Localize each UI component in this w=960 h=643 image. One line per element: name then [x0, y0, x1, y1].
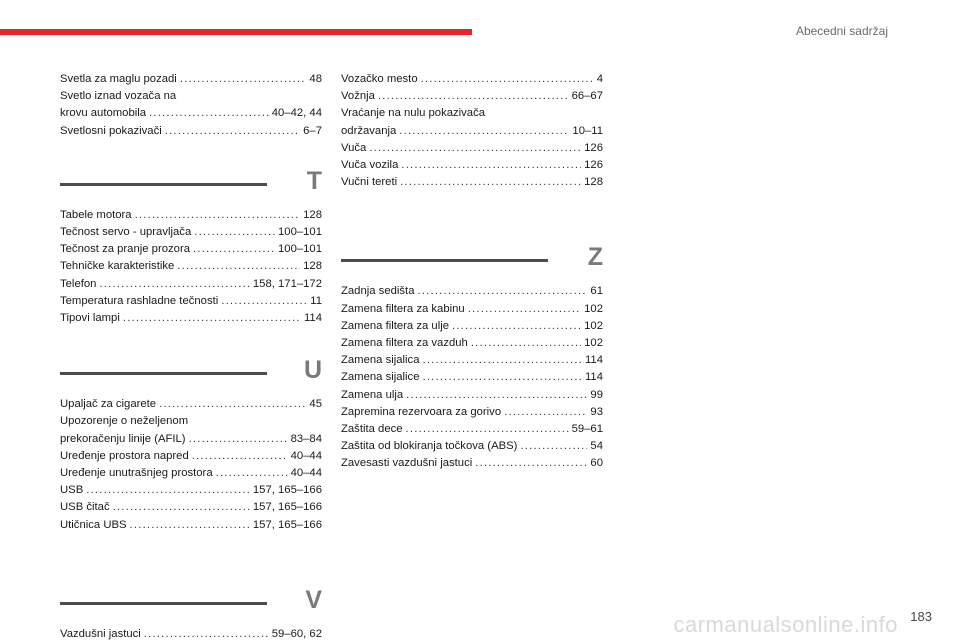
index-group-u: [60, 396, 322, 534]
leader-dots: [378, 88, 569, 105]
leader-dots: [406, 387, 587, 404]
index-entry[interactable]: [60, 396, 322, 413]
index-entry[interactable]: [341, 318, 603, 335]
index-entry[interactable]: [60, 448, 322, 465]
index-entry[interactable]: [60, 258, 322, 275]
entry-text: Tehničke karakteristike: [60, 260, 175, 273]
entry-text: Uređenje prostora napred: [60, 449, 189, 462]
index-entry[interactable]: [341, 140, 603, 157]
watermark: carmanualsonline.info: [673, 612, 898, 637]
entry-page: 60: [590, 457, 603, 470]
entry-text: Zaštita od blokiranja točkova (ABS): [341, 440, 518, 453]
index-entry[interactable]: [60, 465, 322, 482]
index-group-s: [60, 71, 322, 140]
entry-page: 6–7: [303, 124, 322, 137]
entry-text-line1: Upozorenje o neželjenom: [60, 415, 189, 428]
entry-page: 157, 165–166: [252, 501, 322, 514]
entry-page: 114: [584, 371, 603, 384]
index-entry[interactable]: [341, 421, 603, 438]
entry-text: Vuča: [341, 141, 367, 154]
index-entry[interactable]: [341, 301, 603, 318]
leader-dots: [149, 105, 269, 122]
leader-dots: [99, 276, 249, 293]
entry-text: Zamena sijalica: [341, 354, 420, 367]
entry-text: Uređenje unutrašnjeg prostora: [60, 467, 213, 480]
index-entry[interactable]: [341, 123, 603, 140]
leader-dots: [180, 71, 307, 88]
leader-dots: [194, 224, 275, 241]
index-entry[interactable]: [60, 499, 322, 516]
entry-text: Tečnost servo - upravljača: [60, 226, 192, 239]
section-letter: V: [305, 585, 322, 614]
entry-page: 40–42, 44: [271, 107, 322, 120]
index-column-right: [341, 71, 603, 473]
entry-text: Zadnja sedišta: [341, 285, 415, 298]
entry-text: Utičnica UBS: [60, 518, 127, 531]
leader-dots: [159, 396, 306, 413]
leader-dots: [400, 174, 581, 191]
entry-text: Tabele motora: [60, 208, 132, 221]
index-entry[interactable]: [341, 404, 603, 421]
leader-dots: [86, 482, 250, 499]
entry-page: 99: [590, 388, 603, 401]
entry-text: Zamena filtera za ulje: [341, 319, 449, 332]
index-entry[interactable]: [341, 71, 603, 88]
index-entry[interactable]: [60, 517, 322, 534]
header-accent-bar: [0, 29, 472, 35]
index-entry[interactable]: [341, 387, 603, 404]
leader-dots: [177, 258, 300, 275]
entry-text: Zaštita dece: [341, 423, 403, 436]
entry-text: održavanja: [341, 124, 397, 137]
entry-page: 157, 165–166: [252, 518, 322, 531]
entry-page: 83–84: [290, 432, 322, 445]
leader-dots: [123, 310, 301, 327]
leader-dots: [399, 123, 569, 140]
leader-dots: [520, 438, 587, 455]
leader-dots: [189, 431, 288, 448]
section-rule: [60, 602, 267, 605]
entry-text: Zavesasti vazdušni jastuci: [341, 457, 473, 470]
entry-page: 102: [584, 302, 603, 315]
section-rule: [60, 183, 267, 186]
index-entry[interactable]: [341, 369, 603, 386]
leader-dots: [193, 241, 275, 258]
page-header-title: Abecedni sadržaj: [795, 24, 888, 38]
section-rule: [60, 372, 267, 375]
leader-dots: [216, 465, 288, 482]
entry-page: 102: [584, 337, 603, 350]
index-entry[interactable]: [60, 241, 322, 258]
leader-dots: [406, 421, 569, 438]
index-entry[interactable]: [341, 88, 603, 105]
entry-page: 114: [584, 354, 603, 367]
index-entry[interactable]: [60, 626, 322, 643]
entry-page: 158, 171–172: [252, 277, 322, 290]
index-group-z: [341, 283, 603, 472]
leader-dots: [113, 499, 250, 516]
index-entry[interactable]: [60, 71, 322, 88]
entry-text: Zamena filtera za kabinu: [341, 302, 465, 315]
index-group-v-continued: [341, 71, 603, 191]
entry-page: 45: [309, 398, 322, 411]
index-entry[interactable]: [60, 276, 322, 293]
entry-page: 54: [590, 440, 603, 453]
entry-text: Tipovi lampi: [60, 312, 120, 325]
entry-text: Vuča vozila: [341, 159, 399, 172]
leader-dots: [401, 157, 581, 174]
index-entry[interactable]: [60, 310, 322, 327]
index-entry[interactable]: [60, 207, 322, 224]
entry-page: 40–44: [290, 449, 322, 462]
section-letter: T: [306, 166, 322, 195]
entry-page: 40–44: [290, 467, 322, 480]
entry-text: Svetla za maglu pozadi: [60, 73, 177, 85]
section-heading-v: [60, 582, 322, 626]
entry-page: 126: [584, 141, 603, 154]
entry-text: krovu automobila: [60, 107, 147, 120]
leader-dots: [452, 318, 581, 335]
leader-dots: [135, 207, 301, 224]
entry-text: Vozačko mesto: [341, 73, 418, 85]
section-heading-t: [60, 163, 322, 207]
entry-text: Telefon: [60, 277, 97, 290]
index-entry[interactable]: [341, 455, 603, 472]
index-column-left: [60, 71, 322, 643]
index-group-v: [60, 626, 322, 643]
entry-page: 126: [584, 159, 603, 172]
leader-dots: [475, 455, 587, 472]
entry-page: 128: [584, 176, 603, 189]
entry-page: 10–11: [572, 124, 603, 137]
entry-page: 93: [590, 405, 603, 418]
section-letter: U: [303, 356, 322, 385]
section-heading-z: [341, 239, 603, 283]
entry-page: 11: [310, 294, 322, 307]
section-heading-u: [60, 352, 322, 396]
leader-dots: [417, 283, 587, 300]
entry-page: 59–61: [571, 423, 603, 436]
index-entry[interactable]: [341, 335, 603, 352]
entry-text: Vožnja: [341, 90, 375, 103]
entry-page: 61: [590, 285, 603, 298]
index-group-t: [60, 207, 322, 327]
entry-page: 114: [303, 312, 322, 325]
index-entry[interactable]: [60, 431, 322, 448]
leader-dots: [192, 448, 288, 465]
leader-dots: [369, 140, 581, 157]
index-entry[interactable]: [60, 482, 322, 499]
entry-text: Zapremina rezervoara za gorivo: [341, 405, 502, 418]
leader-dots: [468, 301, 581, 318]
entry-text: Tečnost za pranje prozora: [60, 243, 190, 256]
index-entry[interactable]: [60, 293, 322, 310]
entry-page: 128: [303, 208, 322, 221]
leader-dots: [471, 335, 581, 352]
index-entry[interactable]: [60, 224, 322, 241]
entry-text: Temperatura rashladne tečnosti: [60, 294, 219, 307]
entry-text-line1: Vraćanje na nulu pokazivača: [341, 107, 486, 120]
entry-page: 4: [596, 73, 603, 85]
page-number: 183: [910, 609, 932, 624]
index-entry[interactable]: [341, 157, 603, 174]
leader-dots: [504, 404, 587, 421]
entry-page: 59–60, 62: [271, 627, 322, 640]
leader-dots: [421, 71, 594, 88]
section-letter: Z: [587, 243, 603, 272]
index-entry[interactable]: [60, 105, 322, 122]
entry-text: prekoračenju linije (AFIL): [60, 432, 186, 445]
entry-page: 102: [584, 319, 603, 332]
index-entry[interactable]: [341, 174, 603, 191]
entry-text: USB čitač: [60, 501, 110, 514]
leader-dots: [422, 369, 582, 386]
index-entry[interactable]: [60, 123, 322, 140]
entry-text-line1: Svetlo iznad vozača na: [60, 90, 177, 103]
entry-page: 128: [303, 260, 322, 273]
leader-dots: [144, 626, 269, 643]
entry-page: 66–67: [571, 90, 603, 103]
entry-page: 157, 165–166: [252, 484, 322, 497]
index-entry[interactable]: [341, 352, 603, 369]
entry-text: Zamena sijalice: [341, 371, 420, 384]
entry-text: Svetlosni pokazivači: [60, 124, 162, 137]
entry-page: 48: [309, 73, 322, 85]
entry-page: 100–101: [278, 226, 322, 239]
index-entry[interactable]: [341, 283, 603, 300]
leader-dots: [221, 293, 307, 310]
entry-text: Upaljač za cigarete: [60, 398, 157, 411]
entry-text: USB: [60, 484, 84, 497]
section-rule: [341, 259, 548, 262]
entry-text: Vazdušni jastuci: [60, 627, 141, 640]
leader-dots: [422, 352, 582, 369]
entry-page: 100–101: [278, 243, 322, 256]
leader-dots: [165, 123, 300, 140]
leader-dots: [130, 517, 250, 534]
index-entry[interactable]: [341, 438, 603, 455]
entry-text: Zamena ulja: [341, 388, 404, 401]
entry-text: Zamena filtera za vazduh: [341, 337, 468, 350]
entry-text: Vučni tereti: [341, 176, 398, 189]
